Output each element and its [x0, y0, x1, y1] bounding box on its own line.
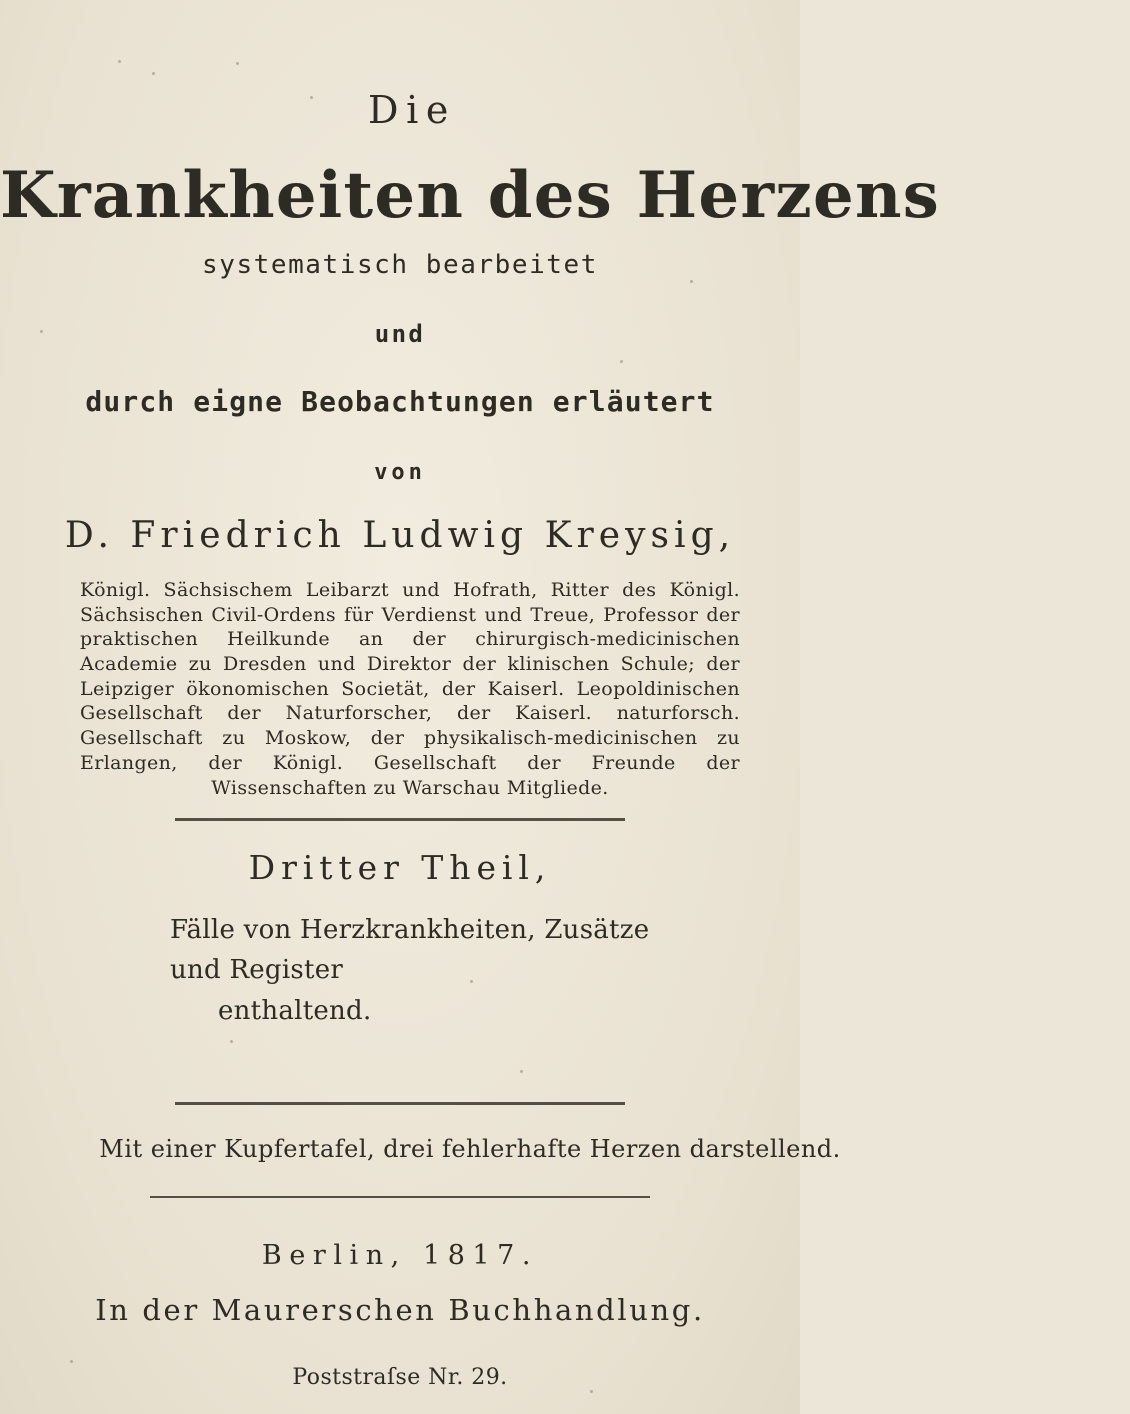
subtitle-line-1: systematisch bearbeitet: [202, 250, 598, 280]
subtitle-conjunction: und: [374, 320, 426, 348]
divider-rule-2: [175, 1102, 625, 1105]
part-description-line-2: enthaltend.: [218, 995, 372, 1026]
plate-note: Mit einer Kupfertafel, drei fehlerhafte Herzen darstellend.: [99, 1135, 841, 1163]
part-description-line-1: Fälle von Herzkrankheiten, Zusätze und Register: [170, 915, 650, 986]
divider-rule-3: [150, 1196, 650, 1198]
part-heading: Dritter Theil,: [248, 848, 552, 887]
place-and-year: Berlin, 1817.: [261, 1240, 539, 1271]
subtitle-line-2: durch eigne Beobachtungen erläutert: [85, 385, 715, 418]
part-description: [170, 910, 690, 1031]
publisher-address: Poststraſse Nr. 29.: [292, 1365, 508, 1390]
author-name: D. Friedrich Ludwig Kreysig,: [64, 515, 736, 556]
author-credentials: Königl. Sächsischem Leibarzt und Hofrath, Ritter des Königl. Sächsischen Civil-Ordens für Verdienst und Treue, Professor der praktischen Heilkunde an der chirurgisch-medicinischen Academie zu Dresden und Direktor der klinischen Schule; der Leipziger ökonomischen Societät, der Kaiserl. Leopoldinischen Gesellschaft der Naturforscher, der Kaiserl. naturforsch. Gesellschaft zu Moskow, der physikalisch-medicinischen zu Erlangen, der Königl. Gesellschaft der Freunde der Wissenschaften zu Warschau Mitgliede.: [80, 579, 740, 799]
divider-rule-1: [175, 818, 625, 821]
publisher: In der Maurerschen Buchhandlung.: [95, 1293, 705, 1327]
main-title: Krankheiten des Herzens: [0, 158, 941, 233]
by-line: von: [374, 460, 426, 485]
title-article: Die: [368, 88, 456, 132]
